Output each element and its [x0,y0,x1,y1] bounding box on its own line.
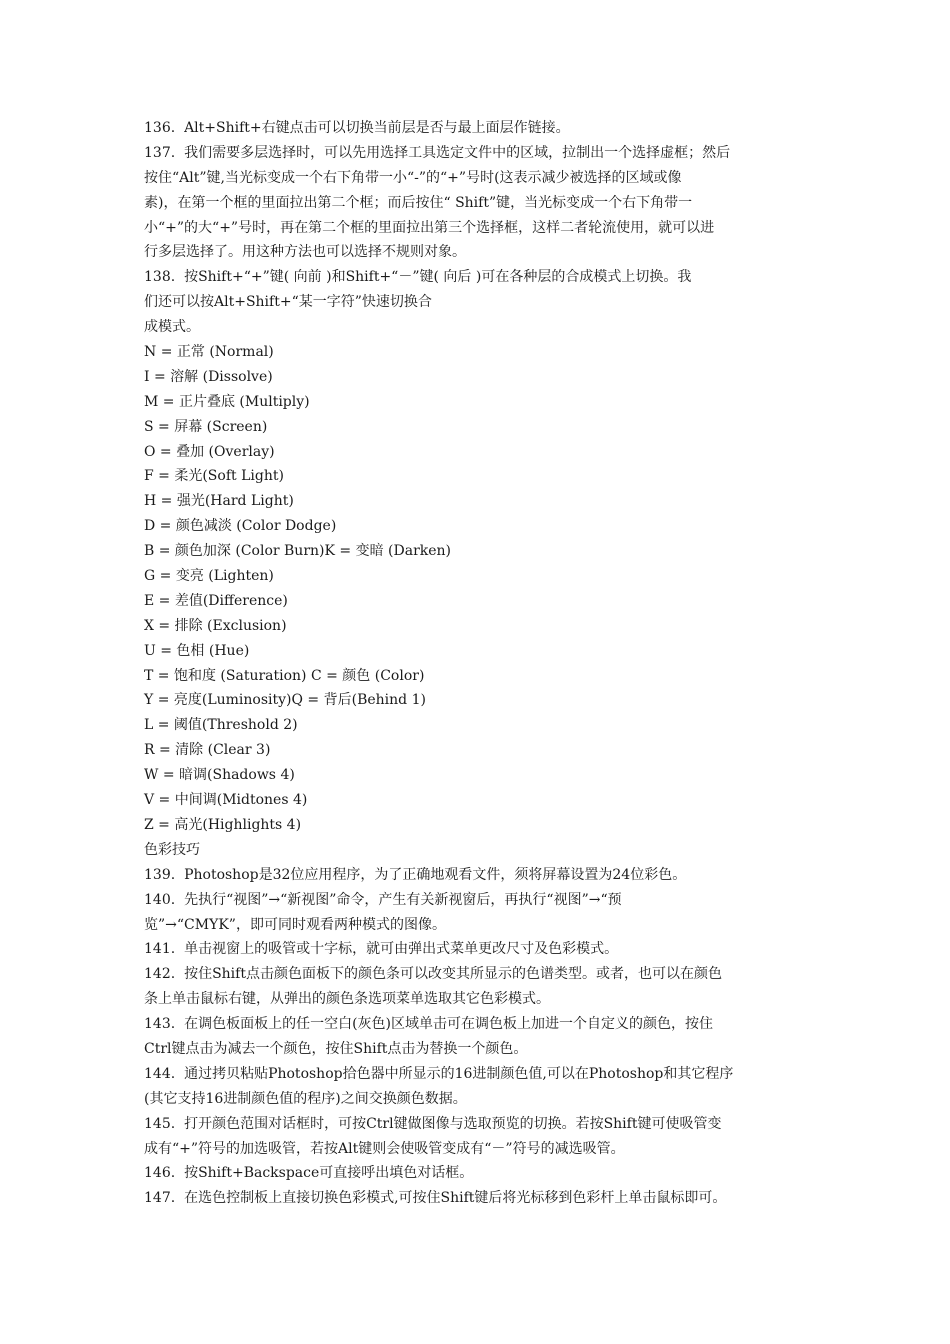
blend-mode-entry: L = 阈值(Threshold 2) [144,717,298,734]
text-line: 览”→“CMYK”，即可同时观看两种模式的图像。 [144,916,446,933]
text-line: 136. Alt+Shift+右键点击可以切换当前层是否与最上面层作链接。 [144,120,570,136]
text-line: 142. 按住Shift点击颜色面板下的颜色条可以改变其所显示的色谱类型。或者，也可以在颜色 [144,966,722,983]
blend-mode-entry: I = 溶解 (Dissolve) [144,368,273,385]
blend-mode-entry: D = 颜色减淡 (Color Dodge) [144,518,337,535]
text-line: 小“+”的大“+”号时，再在第二个框的里面拉出第三个选择框，这样二者轮流使用，就可以进 [144,219,715,236]
blend-mode-entry: H = 强光(Hard Light) [144,493,294,510]
blend-mode-entry: B = 颜色加深 (Color Burn)K = 变暗 (Darken) [144,543,452,560]
section-heading: 色彩技巧 [144,841,200,858]
text-line: 146. 按Shift+Backspace可直接呼出填色对话框。 [144,1165,474,1182]
blend-mode-entry: X = 排除 (Exclusion) [144,617,287,634]
text-line: 145. 打开颜色范围对话框时，可按Ctrl键做图像与选取预览的切换。若按Shift键可使吸管变 [144,1115,722,1132]
text-line: 147. 在选色控制板上直接切换色彩模式,可按住Shift键后将光标移到色彩杆上单击鼠标即可。 [144,1190,727,1207]
text-line: 137. 我们需要多层选择时，可以先用选择工具选定文件中的区域，拉制出一个选择虚框；然后 [144,144,731,161]
text-line: 144. 通过拷贝粘贴Photoshop拾色器中所显示的16进制颜色值,可以在Photoshop和其它程序 [144,1065,734,1082]
text-line: 成模式。 [144,319,200,336]
blend-mode-entry: E = 差值(Difference) [144,592,288,609]
blend-mode-entry: N = 正常 (Normal) [144,344,274,361]
blend-mode-entry: Y = 亮度(Luminosity)Q = 背后(Behind 1) [144,692,426,709]
blend-mode-entry: V = 中间调(Midtones 4) [144,792,308,809]
blend-mode-entry: G = 变亮 (Lighten) [144,568,274,585]
text-line: 条上单击鼠标右键，从弹出的颜色条选项菜单选取其它色彩模式。 [144,991,550,1008]
blend-mode-entry: F = 柔光(Soft Light) [144,468,284,485]
text-line: 们还可以按Alt+Shift+“某一字符”快速切换合 [144,294,432,311]
blend-mode-entry: R = 清除 (Clear 3) [144,742,271,759]
text-line: 140. 先执行“视图”→“新视图”命令，产生有关新视窗后，再执行“视图”→“预 [144,891,622,908]
blend-mode-entry: U = 色相 (Hue) [144,642,250,659]
text-line: 素)，在第一个框的里面拉出第二个框；而后按住“ Shift”键，当光标变成一个右下角带一 [144,194,693,211]
text-line: 行多层选择了。用这种方法也可以选择不规则对象。 [144,244,466,261]
text-line: 139. Photoshop是32位应用程序，为了正确地观看文件，须将屏幕设置为24位彩色。 [144,866,687,883]
blend-mode-entry: M = 正片叠底 (Multiply) [144,393,310,410]
text-line: 138. 按Shift+“+”键( 向前 )和Shift+“－”键( 向后 )可在各种层的合成模式上切换。我 [144,269,692,286]
text-line: 按住“Alt”键,当光标变成一个右下角带一小“-”的“+”号时(这表示减少被选择的区域或像 [144,169,682,186]
text-line: 成有“+”符号的加选吸管，若按Alt键则会使吸管变成有“－”符号的减选吸管。 [144,1140,625,1157]
blend-mode-entry: Z = 高光(Highlights 4) [144,816,302,833]
blend-mode-entry: W = 暗调(Shadows 4) [144,767,295,784]
text-line: Ctrl键点击为减去一个颜色，按住Shift点击为替换一个颜色。 [144,1040,528,1057]
text-line: (其它支持16进制颜色值的程序)之间交换颜色数据。 [144,1090,467,1107]
text-line: 141. 单击视窗上的吸管或十字标，就可由弹出式菜单更改尺寸及色彩模式。 [144,941,619,958]
document-body [144,116,812,1211]
blend-mode-entry: T = 饱和度 (Saturation) C = 颜色 (Color) [144,667,425,684]
blend-mode-entry: O = 叠加 (Overlay) [144,443,275,460]
text-line: 143. 在调色板面板上的任一空白(灰色)区域单击可在调色板上加进一个自定义的颜色，按住 [144,1016,713,1033]
blend-mode-entry: S = 屏幕 (Screen) [144,418,268,435]
